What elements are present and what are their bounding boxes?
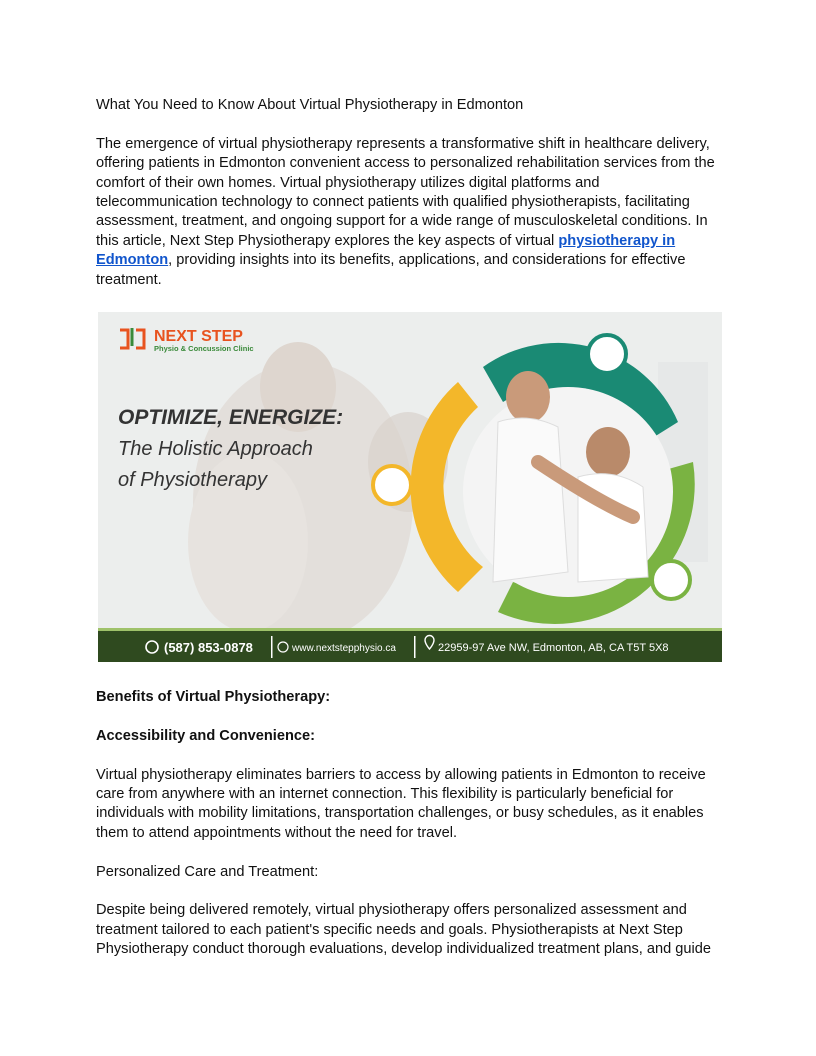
heading-personalized-care: Personalized Care and Treatment:: [96, 863, 319, 880]
intro-text-part1: The emergence of virtual physiotherapy represents a transformative shift in healthcare delivery, offering patients in Edmonton convenient access to personalized rehabilitation services from the comfort of their own homes. Virtual physiotherapy utilizes digital platforms and telecommunication technology to connect patients with qualified physiotherapists, facilitating assessment, treatment, and ongoing support for a wide range of musculoskeletal conditions. In this article, Next Step Physiotherapy explores the key aspects of virtual: [96, 135, 715, 249]
brand-name: NEXT STEP: [154, 328, 243, 345]
paragraph-personalized-care: Despite being delivered remotely, virtual physiotherapy offers personalized assessment and treatment tailored to each patient's specific needs and goals. Physiotherapists at Next Step Physiotherapy conduct thorough evaluations, develop individualized treatment plans, and guide: [96, 902, 711, 958]
heading-benefits: Benefits of Virtual Physiotherapy:: [96, 689, 331, 705]
banner-subhead-2: of Physiotherapy: [118, 469, 267, 491]
banner-headline: OPTIMIZE, ENERGIZE:: [118, 406, 344, 429]
promo-banner-image: [98, 312, 722, 662]
banner-address: 22959-97 Ave NW, Edmonton, AB, CA T5T 5X8: [438, 642, 669, 654]
banner-subhead-1: The Holistic Approach: [118, 438, 313, 460]
intro-text-part2: , providing insights into its benefits, applications, and considerations for effective treatment.: [96, 252, 686, 288]
document-body: [96, 96, 722, 290]
banner-website: www.nextstepphysio.ca: [292, 643, 396, 654]
paragraph-accessibility: Virtual physiotherapy eliminates barriers to access by allowing patients in Edmonton to receive care from anywhere with an internet connection. This flexibility is particularly beneficial for individuals with mobility limitations, transportation challenges, or busy schedules, as it enables them to attend appointments without the need for travel.: [96, 766, 706, 841]
document-title: What You Need to Know About Virtual Physiotherapy in Edmonton: [96, 97, 524, 113]
banner-phone: (587) 853-0878: [164, 640, 253, 655]
heading-accessibility: Accessibility and Convenience:: [96, 727, 315, 744]
benefits-section: [96, 688, 722, 960]
physiotherapy-edmonton-link[interactable]: physiotherapy in Edmonton: [96, 232, 676, 269]
brand-tagline: Physio & Concussion Clinic: [154, 344, 254, 353]
intro-paragraph: [96, 135, 722, 290]
